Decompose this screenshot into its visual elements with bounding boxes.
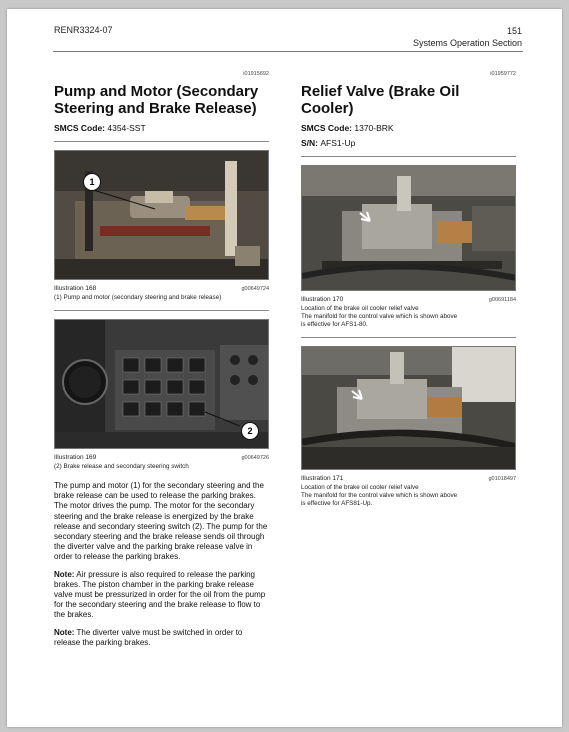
- illustration-168-caption: (1) Pump and motor (secondary steering and brake release): [54, 294, 222, 301]
- header-rule: [53, 51, 523, 52]
- page-number: 151: [506, 26, 522, 36]
- illustration-170-id: g00691184: [488, 297, 516, 303]
- right-rule-2: [301, 337, 516, 338]
- illustration-170-label: Illustration 170: [301, 296, 344, 303]
- left-title-line2: Steering and Brake Release): [54, 100, 257, 117]
- left-smcs-value: 4354-SST: [107, 123, 146, 133]
- switch-panel-photo-graphic: [55, 320, 269, 448]
- illustration-170-caption: [301, 305, 516, 329]
- illustration-171-label: Illustration 171: [301, 475, 344, 482]
- illustration-170-row: [301, 296, 516, 303]
- illustration-170-caption-line3: is effective for AFS1-80.: [301, 321, 368, 328]
- callout-1: 1: [83, 173, 101, 191]
- note-diverter-valve-text: The diverter valve must be switched in order to release the parking brakes.: [54, 627, 243, 647]
- illustration-171-caption-line1: Location of the brake oil cooler relief valve: [301, 484, 419, 491]
- illustration-168-photo: [54, 150, 269, 280]
- illustration-169-row: [54, 454, 269, 461]
- illustration-170-caption-line1: Location of the brake oil cooler relief valve: [301, 305, 419, 312]
- illustration-171-row: [301, 475, 516, 482]
- illustration-171-photo: [301, 346, 516, 470]
- left-smcs-label: SMCS Code:: [54, 123, 105, 133]
- left-doc-id: i01915692: [243, 71, 269, 77]
- illustration-169-photo: [54, 319, 269, 449]
- note-diverter-valve: [54, 628, 269, 648]
- illustration-169-id: g00649726: [241, 455, 269, 461]
- right-rule: [301, 156, 516, 157]
- right-serial-number: [301, 138, 516, 148]
- left-title-line1: Pump and Motor (Secondary: [54, 83, 259, 100]
- illustration-171-id: g01018497: [488, 476, 516, 482]
- illustration-168-id: g00649724: [241, 286, 269, 292]
- left-rule: [54, 141, 269, 142]
- right-column: [301, 71, 516, 508]
- left-column: [54, 71, 269, 655]
- note-air-pressure: [54, 570, 269, 621]
- right-smcs-value: 1370-BRK: [354, 123, 394, 133]
- right-smcs: [301, 123, 516, 133]
- relief-valve-photo-2-graphic: [302, 347, 516, 469]
- left-title: [54, 83, 269, 117]
- page-header-right: [413, 25, 522, 49]
- right-doc-id: i01959772: [490, 71, 516, 77]
- section-name: Systems Operation Section: [412, 38, 522, 48]
- illustration-170-caption-line2: The manifold for the control valve which is shown above: [301, 313, 458, 320]
- illustration-169-caption: (2) Brake release and secondary steering switch: [54, 463, 189, 470]
- illustration-170-photo: [301, 165, 516, 291]
- pump-motor-photo-graphic: [55, 151, 269, 279]
- callout-2: 2: [241, 422, 259, 440]
- illustration-171-caption-line3: is effective for AFS81-Up.: [301, 500, 373, 507]
- left-body-text: [54, 481, 269, 648]
- illustration-168-row: [54, 285, 269, 292]
- document-number: RENR3324-07: [54, 25, 113, 35]
- illustration-171-caption-line2: The manifold for the control valve which is shown above: [301, 492, 458, 499]
- right-title: Relief Valve (Brake Oil Cooler): [301, 83, 460, 117]
- note-air-pressure-text: Air pressure is also required to release the parking brakes. The piston chamber in the parking brake release valve must be pressurized in order for the oil from the pump for the secondary steering and the brake release to flow to the brakes.: [54, 569, 266, 620]
- illustration-171-caption: [301, 484, 516, 508]
- serial-label: S/N:: [301, 138, 318, 148]
- illustration-168-label: Illustration 168: [54, 285, 97, 292]
- left-smcs: [54, 123, 269, 133]
- relief-valve-photo-1-graphic: [302, 166, 516, 290]
- right-smcs-label: SMCS Code:: [301, 123, 352, 133]
- left-rule-2: [54, 310, 269, 311]
- illustration-169-label: Illustration 169: [54, 454, 97, 461]
- note-label: Note:: [54, 569, 75, 579]
- serial-value: AFS1-Up: [320, 138, 356, 148]
- note-label: Note:: [54, 627, 75, 637]
- manual-page: [7, 9, 562, 727]
- paragraph-pump-motor: The pump and motor (1) for the secondary steering and the brake release can be used to release the parking brakes. The motor drives the pump. The motor for the secondary steering and the brake release is energized by the brake release and secondary steering switch (2). The pump for the secondary steering and the brake release sends oil through the diverter valve and the parking brake release valve in order to release the parking brakes.: [54, 481, 268, 562]
